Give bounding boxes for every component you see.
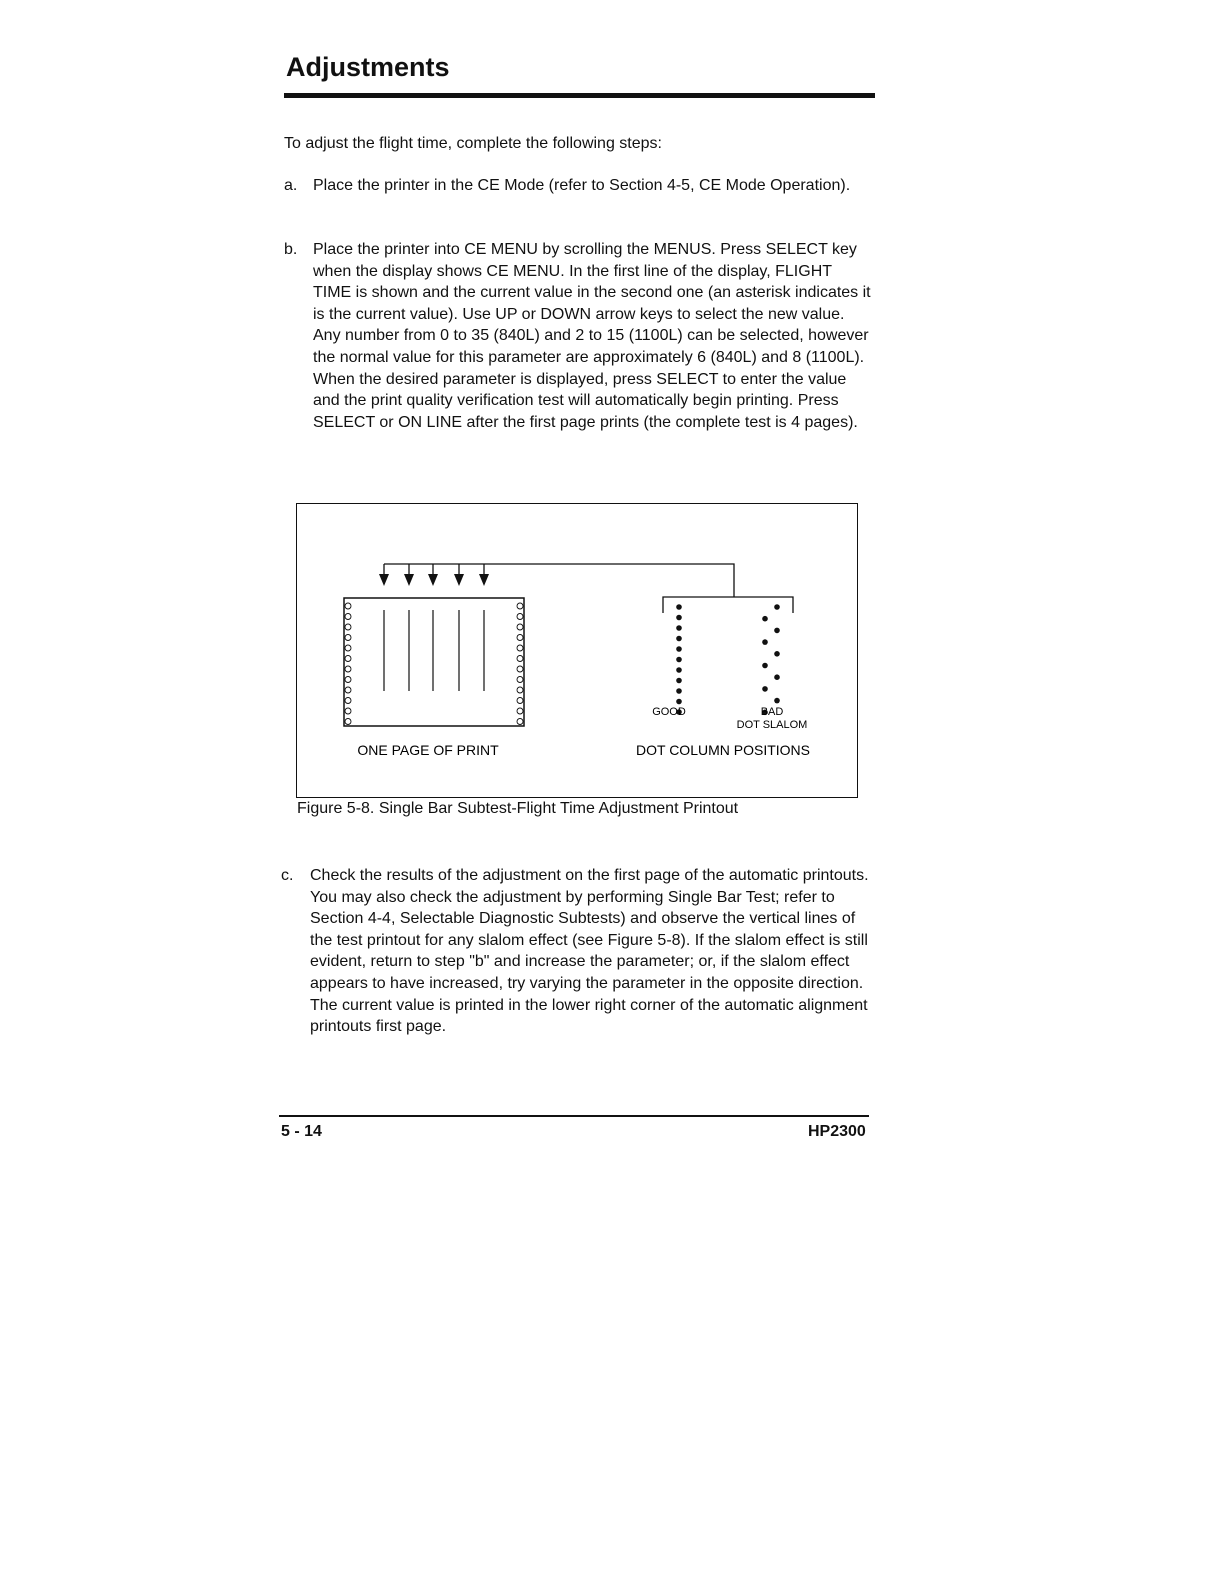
- tractor-hole: [345, 624, 351, 630]
- tractor-hole: [517, 687, 523, 693]
- tractor-hole: [517, 698, 523, 704]
- step-label: c.: [281, 867, 294, 884]
- tractor-hole: [517, 656, 523, 662]
- bad-dot: [774, 651, 780, 657]
- tractor-hole: [517, 708, 523, 714]
- tractor-hole: [345, 603, 351, 609]
- tractor-hole: [345, 708, 351, 714]
- tractor-hole: [517, 666, 523, 672]
- step-c: [281, 865, 871, 1038]
- good-dot: [676, 657, 682, 663]
- good-dot: [676, 615, 682, 621]
- tractor-hole: [345, 666, 351, 672]
- good-dot: [676, 699, 682, 705]
- figure-caption: Figure 5-8. Single Bar Subtest-Flight Time Adjustment Printout: [297, 800, 739, 817]
- footer-rule: [279, 1115, 869, 1117]
- page-number: 5 - 14: [281, 1123, 322, 1140]
- tractor-hole: [517, 719, 523, 725]
- tractor-hole: [345, 614, 351, 620]
- bad-dot: [762, 639, 768, 645]
- tractor-hole: [517, 645, 523, 651]
- bad-label: BAD: [760, 706, 784, 718]
- bad-dot: [762, 663, 768, 669]
- bad-dot: [762, 616, 768, 622]
- good-dot: [676, 636, 682, 642]
- dot-columns: [676, 604, 780, 715]
- model-name: HP2300: [808, 1123, 866, 1140]
- bad-dot: [774, 698, 780, 704]
- step-text: Check the results of the adjustment on the first page of the automatic printouts. You may also check the adjustment by performing Single Bar Test; refer to Section 4-4, Selectable Diagnostic Subtests) and observe the vertical lines of the test printout for any slalom effect (see Figure 5-8). If the slalom effect is still evident, return to step "b" and increase the parameter; or, if the slalom effect appears to have increased, try varying the parameter in the opposite direction. The current value is printed in the lower right corner of the automatic alignment printouts first page.: [310, 867, 869, 1036]
- tractor-hole: [517, 614, 523, 620]
- step-label: a.: [284, 177, 298, 194]
- page-label: ONE PAGE OF PRINT: [357, 742, 499, 758]
- tractor-hole: [345, 687, 351, 693]
- good-dot: [676, 688, 682, 694]
- page-of-print: [344, 598, 524, 726]
- tractor-hole: [517, 603, 523, 609]
- tractor-hole: [517, 635, 523, 641]
- slalom-label: DOT SLALOM: [736, 719, 808, 731]
- printed-bars: [384, 610, 484, 691]
- step-text: Place the printer in the CE Mode (refer to Section 4-5, CE Mode Operation).: [313, 177, 851, 194]
- good-dot: [676, 667, 682, 673]
- arrow-heads: [379, 574, 489, 586]
- tractor-hole: [345, 719, 351, 725]
- tractor-hole: [517, 677, 523, 683]
- bad-dot: [774, 628, 780, 634]
- step-label: b.: [284, 241, 298, 258]
- tractor-hole: [517, 624, 523, 630]
- tractor-holes: [345, 603, 523, 725]
- good-dot: [676, 678, 682, 684]
- tractor-hole: [345, 635, 351, 641]
- good-dot: [676, 646, 682, 652]
- tractor-hole: [345, 645, 351, 651]
- tractor-hole: [345, 677, 351, 683]
- dots-label: DOT COLUMN POSITIONS: [636, 742, 810, 758]
- bad-dot: [774, 604, 780, 610]
- good-label: GOOD: [652, 706, 686, 718]
- tractor-hole: [345, 656, 351, 662]
- good-dot: [676, 625, 682, 631]
- intro-text: To adjust the flight time, complete the following steps:: [284, 135, 662, 152]
- tractor-hole: [345, 698, 351, 704]
- step-text: Place the printer into CE MENU by scrolling the MENUS. Press SELECT key when the display shows CE MENU. In the first line of the display, FLIGHT TIME is shown and the current value in the second one (an asterisk indicates it is the current value). Use UP or DOWN arrow keys to select the new value. Any number from 0 to 35 (840L) and 2 to 15 (1100L) can be selected, however the normal value for this parameter are approximately 6 (840L) and 8 (1100L). When the desired parameter is displayed, press SELECT to enter the value and the print quality verification test will automatically begin printing. Press SELECT or ON LINE after the first page prints (the complete test is 4 pages).: [313, 241, 871, 431]
- page-title: Adjustments: [286, 52, 450, 82]
- good-dot: [676, 604, 682, 610]
- bad-dot: [774, 674, 780, 680]
- bad-dot: [762, 686, 768, 692]
- connector-lines: [384, 564, 793, 613]
